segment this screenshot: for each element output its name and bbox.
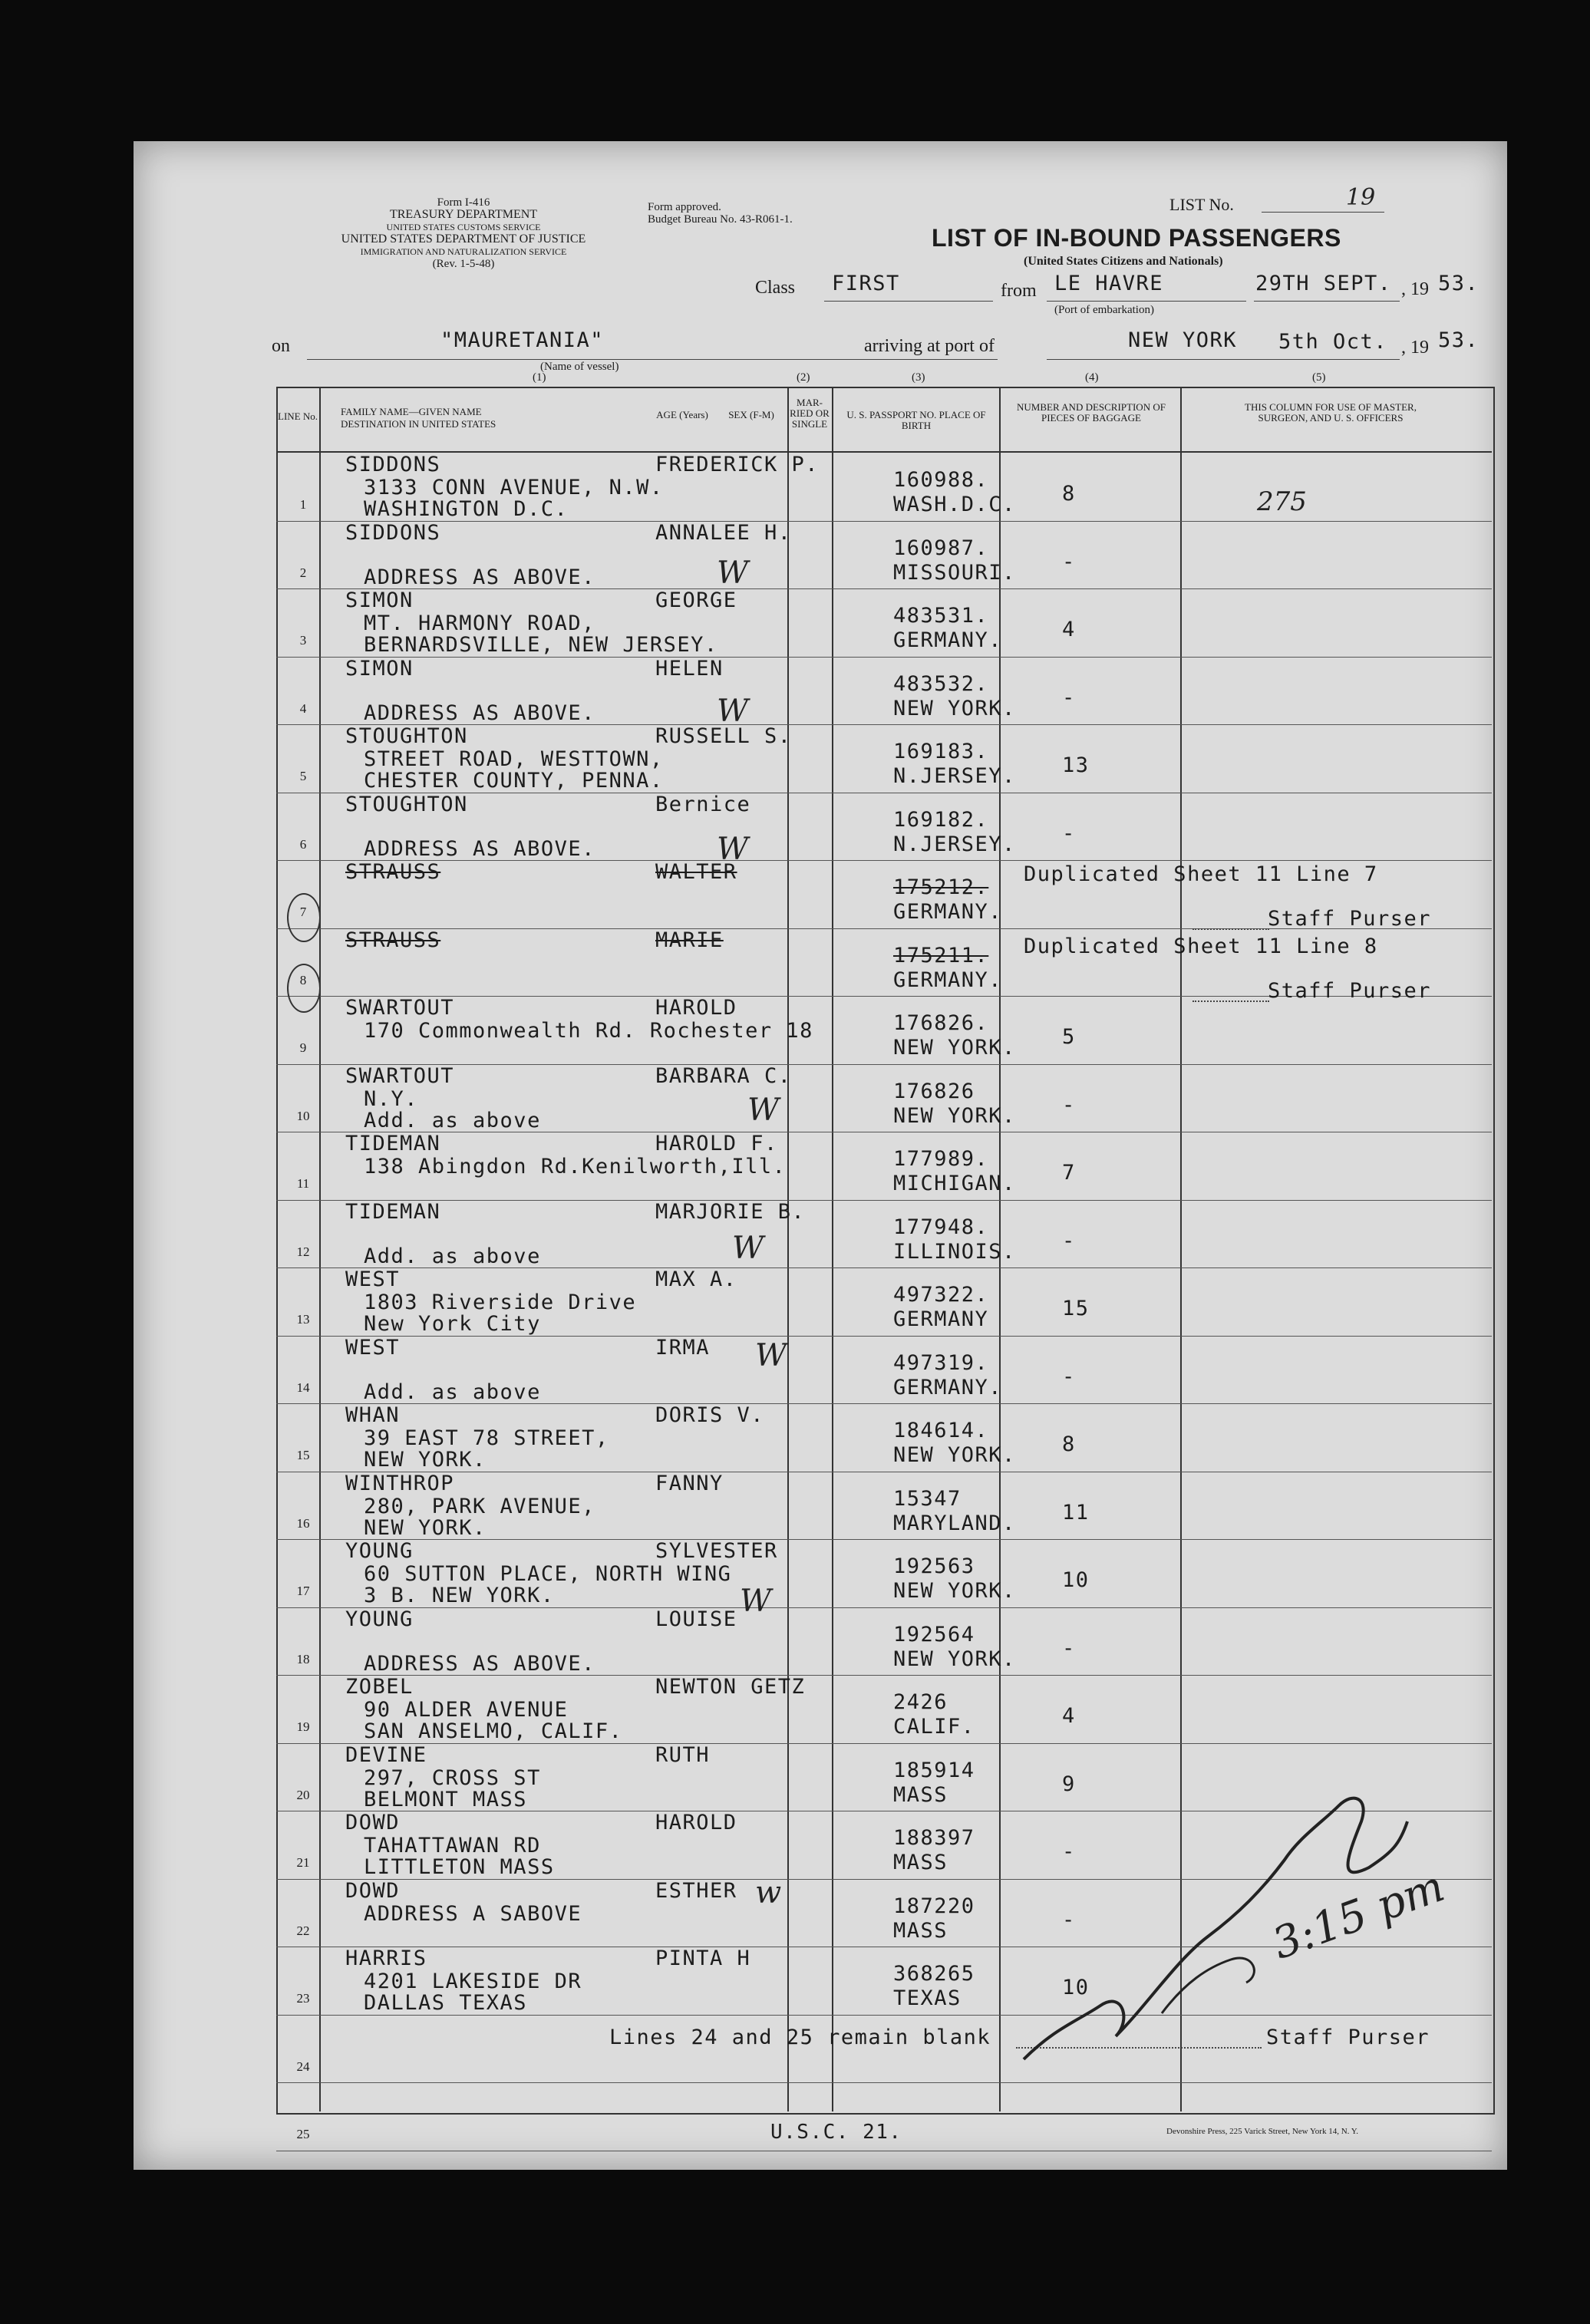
address-line-2: LITTLETON MASS — [364, 1855, 555, 1879]
class-value: FIRST — [832, 272, 900, 295]
address-line-1: 90 ALDER AVENUE — [364, 1698, 569, 1722]
address-line-1: ADDRESS A SABOVE — [364, 1901, 582, 1926]
family-name: SIMON — [345, 588, 414, 612]
line-number: 1 — [299, 497, 307, 512]
port-embarkation-note: (Port of embarkation) — [1054, 304, 1154, 316]
form-approved: Form approved. — [648, 201, 721, 213]
place-of-birth: CALIF. — [893, 1715, 975, 1739]
form-number: Form I-416 — [437, 196, 490, 209]
address-line-2: Add. as above — [364, 1380, 541, 1404]
form-approval — [648, 201, 878, 226]
line-number: 13 — [296, 1312, 310, 1327]
baggage-count: - — [1062, 1907, 1076, 1932]
line-number: 19 — [296, 1719, 310, 1734]
duplicate-note-line7: Duplicated Sheet 11 Line 7 — [1024, 862, 1378, 886]
address-line-2: Add. as above — [364, 1108, 541, 1132]
line-number: 25 — [296, 2127, 310, 2141]
passport-number: 175211. — [893, 943, 989, 968]
given-name: HELEN — [655, 656, 724, 681]
arrival-port: NEW YORK — [1128, 328, 1238, 352]
table-row — [134, 657, 1507, 725]
passport-number: 160988. — [893, 468, 989, 492]
given-name: WALTER — [655, 860, 737, 884]
passport-number: 15347 — [893, 1486, 962, 1511]
family-name: SIDDONS — [345, 453, 441, 476]
header-age: AGE (Years) — [656, 409, 708, 420]
table-row — [134, 1336, 1507, 1404]
address-line-1: 39 EAST 78 STREET, — [364, 1426, 609, 1450]
address-line-1: 4201 LAKESIDE DR — [364, 1970, 582, 1993]
line-number: 15 — [296, 1448, 310, 1462]
given-name: MAX A. — [655, 1267, 737, 1291]
baggage-count: - — [1062, 1840, 1076, 1864]
line-number: 14 — [296, 1380, 310, 1395]
sex-mark: W — [755, 1338, 787, 1373]
header-line-no: LINE No. — [278, 410, 318, 422]
passport-number: 176826. — [893, 1011, 989, 1035]
header-passport: U. S. PASSPORT NO. PLACE OF BIRTH — [846, 409, 986, 431]
address-line-1: TAHATTAWAN RD — [364, 1834, 541, 1858]
given-name: FREDERICK P. — [655, 453, 820, 476]
from-port: LE HAVRE — [1054, 272, 1164, 295]
passport-number: 169182. — [893, 807, 989, 832]
table-row — [134, 1403, 1507, 1472]
table-row — [134, 1132, 1507, 1200]
dept-customs: UNITED STATES CUSTOMS SERVICE — [386, 222, 541, 232]
col-num-1: (1) — [533, 371, 546, 384]
place-of-birth: GERMANY — [893, 1307, 989, 1331]
line-number: 23 — [296, 1991, 310, 2006]
sex-mark: w — [755, 1875, 782, 1910]
family-name: WEST — [345, 1335, 401, 1360]
sex-mark: W — [732, 1231, 764, 1266]
address-line-2: DALLAS TEXAS — [364, 1991, 528, 2015]
family-name: STRAUSS — [345, 860, 441, 884]
family-name: SWARTOUT — [345, 996, 455, 1020]
footer-staff-purser: Staff Purser — [1266, 2026, 1430, 2049]
table-row — [134, 1064, 1507, 1132]
place-of-birth: NEW YORK. — [893, 1647, 1016, 1671]
address-line-2: NEW YORK. — [364, 1448, 487, 1472]
form-revision: (Rev. 1-5-48) — [432, 258, 495, 270]
address-line-2: WASHINGTON D.C. — [364, 497, 569, 521]
given-name: BARBARA C. — [655, 1063, 792, 1088]
address-line-1: 60 SUTTON PLACE, NORTH WING — [364, 1562, 732, 1586]
line-number: 18 — [296, 1651, 310, 1666]
place-of-birth: TEXAS — [893, 1986, 962, 2010]
place-of-birth: GERMANY. — [893, 968, 1003, 992]
given-name: NEWTON GETZ — [655, 1675, 806, 1699]
given-name: HAROLD — [655, 996, 737, 1020]
given-name: HAROLD F. — [655, 1132, 778, 1155]
baggage-count: - — [1062, 549, 1076, 574]
passport-number: 169183. — [893, 740, 989, 763]
table-row — [134, 1675, 1507, 1743]
line-number: 2 — [299, 565, 307, 580]
place-of-birth: NEW YORK. — [893, 696, 1016, 720]
passport-number: 187220 — [893, 1894, 975, 1918]
form-code: U.S.C. 21. — [770, 2121, 902, 2144]
passport-number: 176826 — [893, 1079, 975, 1103]
family-name: TIDEMAN — [345, 1199, 441, 1224]
baggage-count: - — [1062, 685, 1076, 710]
sex-mark: W — [717, 555, 749, 591]
place-of-birth: MASS — [893, 1782, 948, 1807]
line-number: 3 — [299, 633, 307, 648]
place-of-birth: GERMANY. — [893, 900, 1003, 924]
header-destination: DESTINATION IN UNITED STATES — [341, 418, 496, 430]
family-name: TIDEMAN — [345, 1132, 441, 1155]
on-label: on — [272, 336, 290, 356]
given-name: RUTH — [655, 1742, 711, 1767]
place-of-birth: N.JERSEY. — [893, 764, 1016, 788]
sex-mark: W — [717, 832, 749, 867]
baggage-count: 10 — [1062, 1976, 1090, 1999]
header-name: FAMILY NAME—GIVEN NAME — [341, 406, 482, 417]
baggage-count: 9 — [1062, 1772, 1076, 1796]
baggage-count: - — [1062, 1093, 1076, 1117]
passport-number: 192564 — [893, 1622, 975, 1647]
family-name: WEST — [345, 1267, 401, 1291]
given-name: DORIS V. — [655, 1403, 765, 1427]
form-header-left — [318, 196, 609, 270]
address-line-1: 138 Abingdon Rd.Kenilworth,Ill. — [364, 1155, 787, 1178]
place-of-birth: MASS — [893, 1851, 948, 1874]
given-name: ESTHER — [655, 1878, 737, 1903]
passport-number: 175212. — [893, 875, 989, 899]
table-row — [134, 1267, 1507, 1336]
place-of-birth: NEW YORK. — [893, 1036, 1016, 1060]
dept-immigration: IMMIGRATION AND NATURALIZATION SERVICE — [360, 246, 567, 257]
line-number: 6 — [299, 836, 307, 852]
line-number: 8 — [299, 972, 307, 987]
place-of-birth: MISSOURI. — [893, 560, 1016, 585]
address-line-1: 1803 Riverside Drive — [364, 1291, 637, 1314]
year-prefix-2: , 19 — [1401, 338, 1429, 358]
family-name: DEVINE — [345, 1742, 427, 1767]
baggage-count: - — [1062, 1636, 1076, 1660]
place-of-birth: NEW YORK. — [893, 1579, 1016, 1603]
table-row — [134, 1539, 1507, 1607]
duplicate-note-line8: Duplicated Sheet 11 Line 8 — [1024, 935, 1378, 958]
sex-mark: W — [717, 694, 749, 729]
passport-number: 160987. — [893, 536, 989, 560]
passport-number: 483532. — [893, 671, 989, 696]
address-line-2: 3 B. NEW YORK. — [364, 1584, 555, 1607]
address-line-1: 3133 CONN AVENUE, N.W. — [364, 476, 664, 499]
place-of-birth: ILLINOIS. — [893, 1239, 1016, 1264]
place-of-birth: NEW YORK. — [893, 1103, 1016, 1128]
address-line-1: 297, CROSS ST — [364, 1765, 541, 1790]
document-subtitle: (United States Citizens and Nationals) — [1024, 255, 1223, 268]
address-line-1: STREET ROAD, WESTTOWN, — [364, 747, 664, 771]
address-line-2: ADDRESS AS ABOVE. — [364, 1651, 595, 1676]
place-of-birth: MARYLAND. — [893, 1511, 1016, 1535]
sex-mark: W — [747, 1093, 780, 1128]
col-num-2: (2) — [797, 371, 810, 384]
family-name: DOWD — [345, 1878, 401, 1903]
address-line-2: ADDRESS AS ABOVE. — [364, 700, 595, 725]
officer-note-line1: 275 — [1257, 486, 1307, 517]
manifest-page — [134, 141, 1507, 2170]
arrival-date: 5th Oct. — [1278, 330, 1388, 354]
family-name: SIDDONS — [345, 520, 441, 545]
line-number: 11 — [296, 1176, 310, 1191]
dotted-leader — [1192, 928, 1269, 930]
address-line-2: Add. as above — [364, 1244, 541, 1268]
passport-number: 188397 — [893, 1826, 975, 1850]
family-name: YOUNG — [345, 1539, 414, 1563]
table-row — [134, 588, 1507, 657]
table-row — [134, 521, 1507, 589]
line-number: 21 — [296, 1855, 310, 1870]
line-number: 22 — [296, 1923, 310, 1938]
col-num-5: (5) — [1312, 371, 1326, 384]
baggage-count: 10 — [1062, 1568, 1090, 1592]
baggage-count: 11 — [1062, 1500, 1090, 1525]
family-name: HARRIS — [345, 1947, 427, 1970]
family-name: SIMON — [345, 656, 414, 681]
given-name: MARJORIE B. — [655, 1199, 806, 1224]
family-name: WINTHROP — [345, 1471, 455, 1495]
address-line-2: ADDRESS AS ABOVE. — [364, 565, 595, 589]
given-name: HAROLD — [655, 1811, 737, 1834]
vessel-name: "MAURETANIA" — [440, 328, 605, 352]
circled-line-7 — [287, 893, 321, 942]
place-of-birth: WASH.D.C. — [893, 493, 1016, 516]
given-name: SYLVESTER — [655, 1539, 778, 1563]
table-row — [134, 1200, 1507, 1268]
header-sex: SEX (F-M) — [728, 409, 774, 420]
place-of-birth: GERMANY. — [893, 628, 1003, 652]
baggage-count: 13 — [1062, 753, 1090, 777]
given-name: FANNY — [655, 1471, 724, 1495]
address-line-1: 280, PARK AVENUE, — [364, 1494, 595, 1518]
place-of-birth: NEW YORK. — [893, 1443, 1016, 1467]
place-of-birth: GERMANY. — [893, 1375, 1003, 1399]
baggage-count: 7 — [1062, 1161, 1076, 1185]
line-number: 9 — [299, 1040, 307, 1055]
dept-justice: UNITED STATES DEPARTMENT OF JUSTICE — [341, 232, 586, 246]
address-line-2: NEW YORK. — [364, 1515, 487, 1540]
family-name: ZOBEL — [345, 1675, 414, 1699]
baggage-count: - — [1062, 1228, 1076, 1253]
address-line-2: ADDRESS AS ABOVE. — [364, 836, 595, 861]
budget-bureau: Budget Bureau No. 43-R061-1. — [648, 213, 793, 226]
col-num-4: (4) — [1085, 371, 1099, 384]
table-row — [134, 793, 1507, 861]
address-line-2: BELMONT MASS — [364, 1787, 528, 1811]
address-line-2: SAN ANSELMO, CALIF. — [364, 1719, 623, 1743]
passport-number: 177948. — [893, 1215, 989, 1239]
passport-number: 483531. — [893, 604, 989, 628]
passport-number: 497319. — [893, 1350, 989, 1375]
list-no-value: 19 — [1346, 184, 1376, 211]
vessel-note: (Name of vessel) — [540, 361, 619, 373]
line-number: 17 — [296, 1584, 310, 1598]
dotted-leader — [1192, 1000, 1269, 1002]
passport-number: 368265 — [893, 1962, 975, 1986]
baggage-count: 8 — [1062, 1432, 1076, 1456]
baggage-count: 5 — [1062, 1025, 1076, 1049]
depart-year: 53. — [1438, 272, 1479, 295]
family-name: DOWD — [345, 1811, 401, 1834]
given-name: RUSSELL S. — [655, 724, 792, 748]
staff-purser-line8: Staff Purser — [1268, 979, 1432, 1003]
document-title: LIST OF IN-BOUND PASSENGERS — [932, 224, 1341, 252]
col-num-3: (3) — [912, 371, 925, 384]
passport-number: 185914 — [893, 1758, 975, 1782]
passport-number: 2426 — [893, 1690, 948, 1714]
line-number: 4 — [299, 700, 307, 716]
family-name: SWARTOUT — [345, 1063, 455, 1088]
line-number: 24 — [296, 2059, 310, 2074]
address-line-1: 170 Commonwealth Rd. Rochester 18 — [364, 1019, 813, 1043]
line-number: 16 — [296, 1515, 310, 1531]
passport-number: 177989. — [893, 1147, 989, 1171]
header-married: MAR-RIED OR SINGLE — [790, 397, 830, 430]
staff-purser-line7: Staff Purser — [1268, 907, 1432, 931]
address-line-1: MT. HARMONY ROAD, — [364, 611, 595, 635]
baggage-count: 4 — [1062, 618, 1076, 641]
given-name: LOUISE — [655, 1607, 737, 1631]
class-label: Class — [755, 278, 796, 298]
given-name: IRMA — [655, 1335, 711, 1360]
baggage-count: 15 — [1062, 1297, 1090, 1320]
table-row — [134, 724, 1507, 793]
address-line-2: CHESTER COUNTY, PENNA. — [364, 769, 664, 793]
table-row — [134, 996, 1507, 1064]
header-officers: THIS COLUMN FOR USE OF MASTER, SURGEON, AND U. S. OFFICERS — [1245, 401, 1417, 424]
passport-number: 192563 — [893, 1554, 975, 1578]
family-name: STRAUSS — [345, 928, 441, 952]
given-name: Bernice — [655, 792, 751, 816]
arriving-label: arriving at port of — [864, 336, 995, 356]
family-name: STOUGHTON — [345, 724, 468, 748]
place-of-birth: N.JERSEY. — [893, 832, 1016, 856]
line-number: 5 — [299, 769, 307, 783]
line-number: 10 — [296, 1108, 310, 1123]
dept-treasury: TREASURY DEPARTMENT — [389, 208, 538, 221]
family-name: YOUNG — [345, 1607, 414, 1631]
address-line-2: BERNARDSVILLE, NEW JERSEY. — [364, 633, 718, 657]
table-row — [134, 1607, 1507, 1676]
given-name: PINTA H — [655, 1947, 751, 1970]
depart-date: 29TH SEPT. — [1255, 272, 1392, 295]
passport-number: 497322. — [893, 1283, 989, 1307]
given-name: GEORGE — [655, 588, 737, 612]
passport-number: 184614. — [893, 1419, 989, 1442]
arrival-year: 53. — [1438, 328, 1479, 352]
given-name: ANNALEE H. — [655, 520, 792, 545]
address-line-2: New York City — [364, 1312, 541, 1336]
header-baggage: NUMBER AND DESCRIPTION OF PIECES OF BAGGAGE — [1017, 401, 1166, 424]
baggage-count: - — [1062, 1364, 1076, 1389]
blank-lines-note: Lines 24 and 25 remain blank — [609, 2026, 991, 2049]
sex-mark: W — [740, 1584, 772, 1619]
from-label: from — [1001, 281, 1037, 301]
list-no-label: LIST No. — [1169, 195, 1234, 214]
baggage-count: - — [1062, 821, 1076, 846]
place-of-birth: MICHIGAN. — [893, 1172, 1016, 1195]
printer-credit: Devonshire Press, 225 Varick Street, New York 14, N. Y. — [1166, 2127, 1359, 2136]
line-number: 7 — [299, 905, 307, 919]
family-name: WHAN — [345, 1403, 401, 1427]
given-name: MARIE — [655, 928, 724, 952]
line-number: 20 — [296, 1787, 310, 1802]
line-number: 12 — [296, 1244, 310, 1259]
arrival-time-note: 3:15 pm — [1265, 1861, 1451, 1970]
baggage-count: 8 — [1062, 482, 1076, 506]
address-line-1: N.Y. — [364, 1086, 419, 1111]
circled-line-8 — [287, 964, 321, 1013]
family-name: STOUGHTON — [345, 792, 468, 816]
table-row — [134, 1472, 1507, 1540]
place-of-birth: MASS — [893, 1918, 948, 1943]
year-prefix-1: , 19 — [1401, 279, 1429, 299]
baggage-count: 4 — [1062, 1704, 1076, 1728]
